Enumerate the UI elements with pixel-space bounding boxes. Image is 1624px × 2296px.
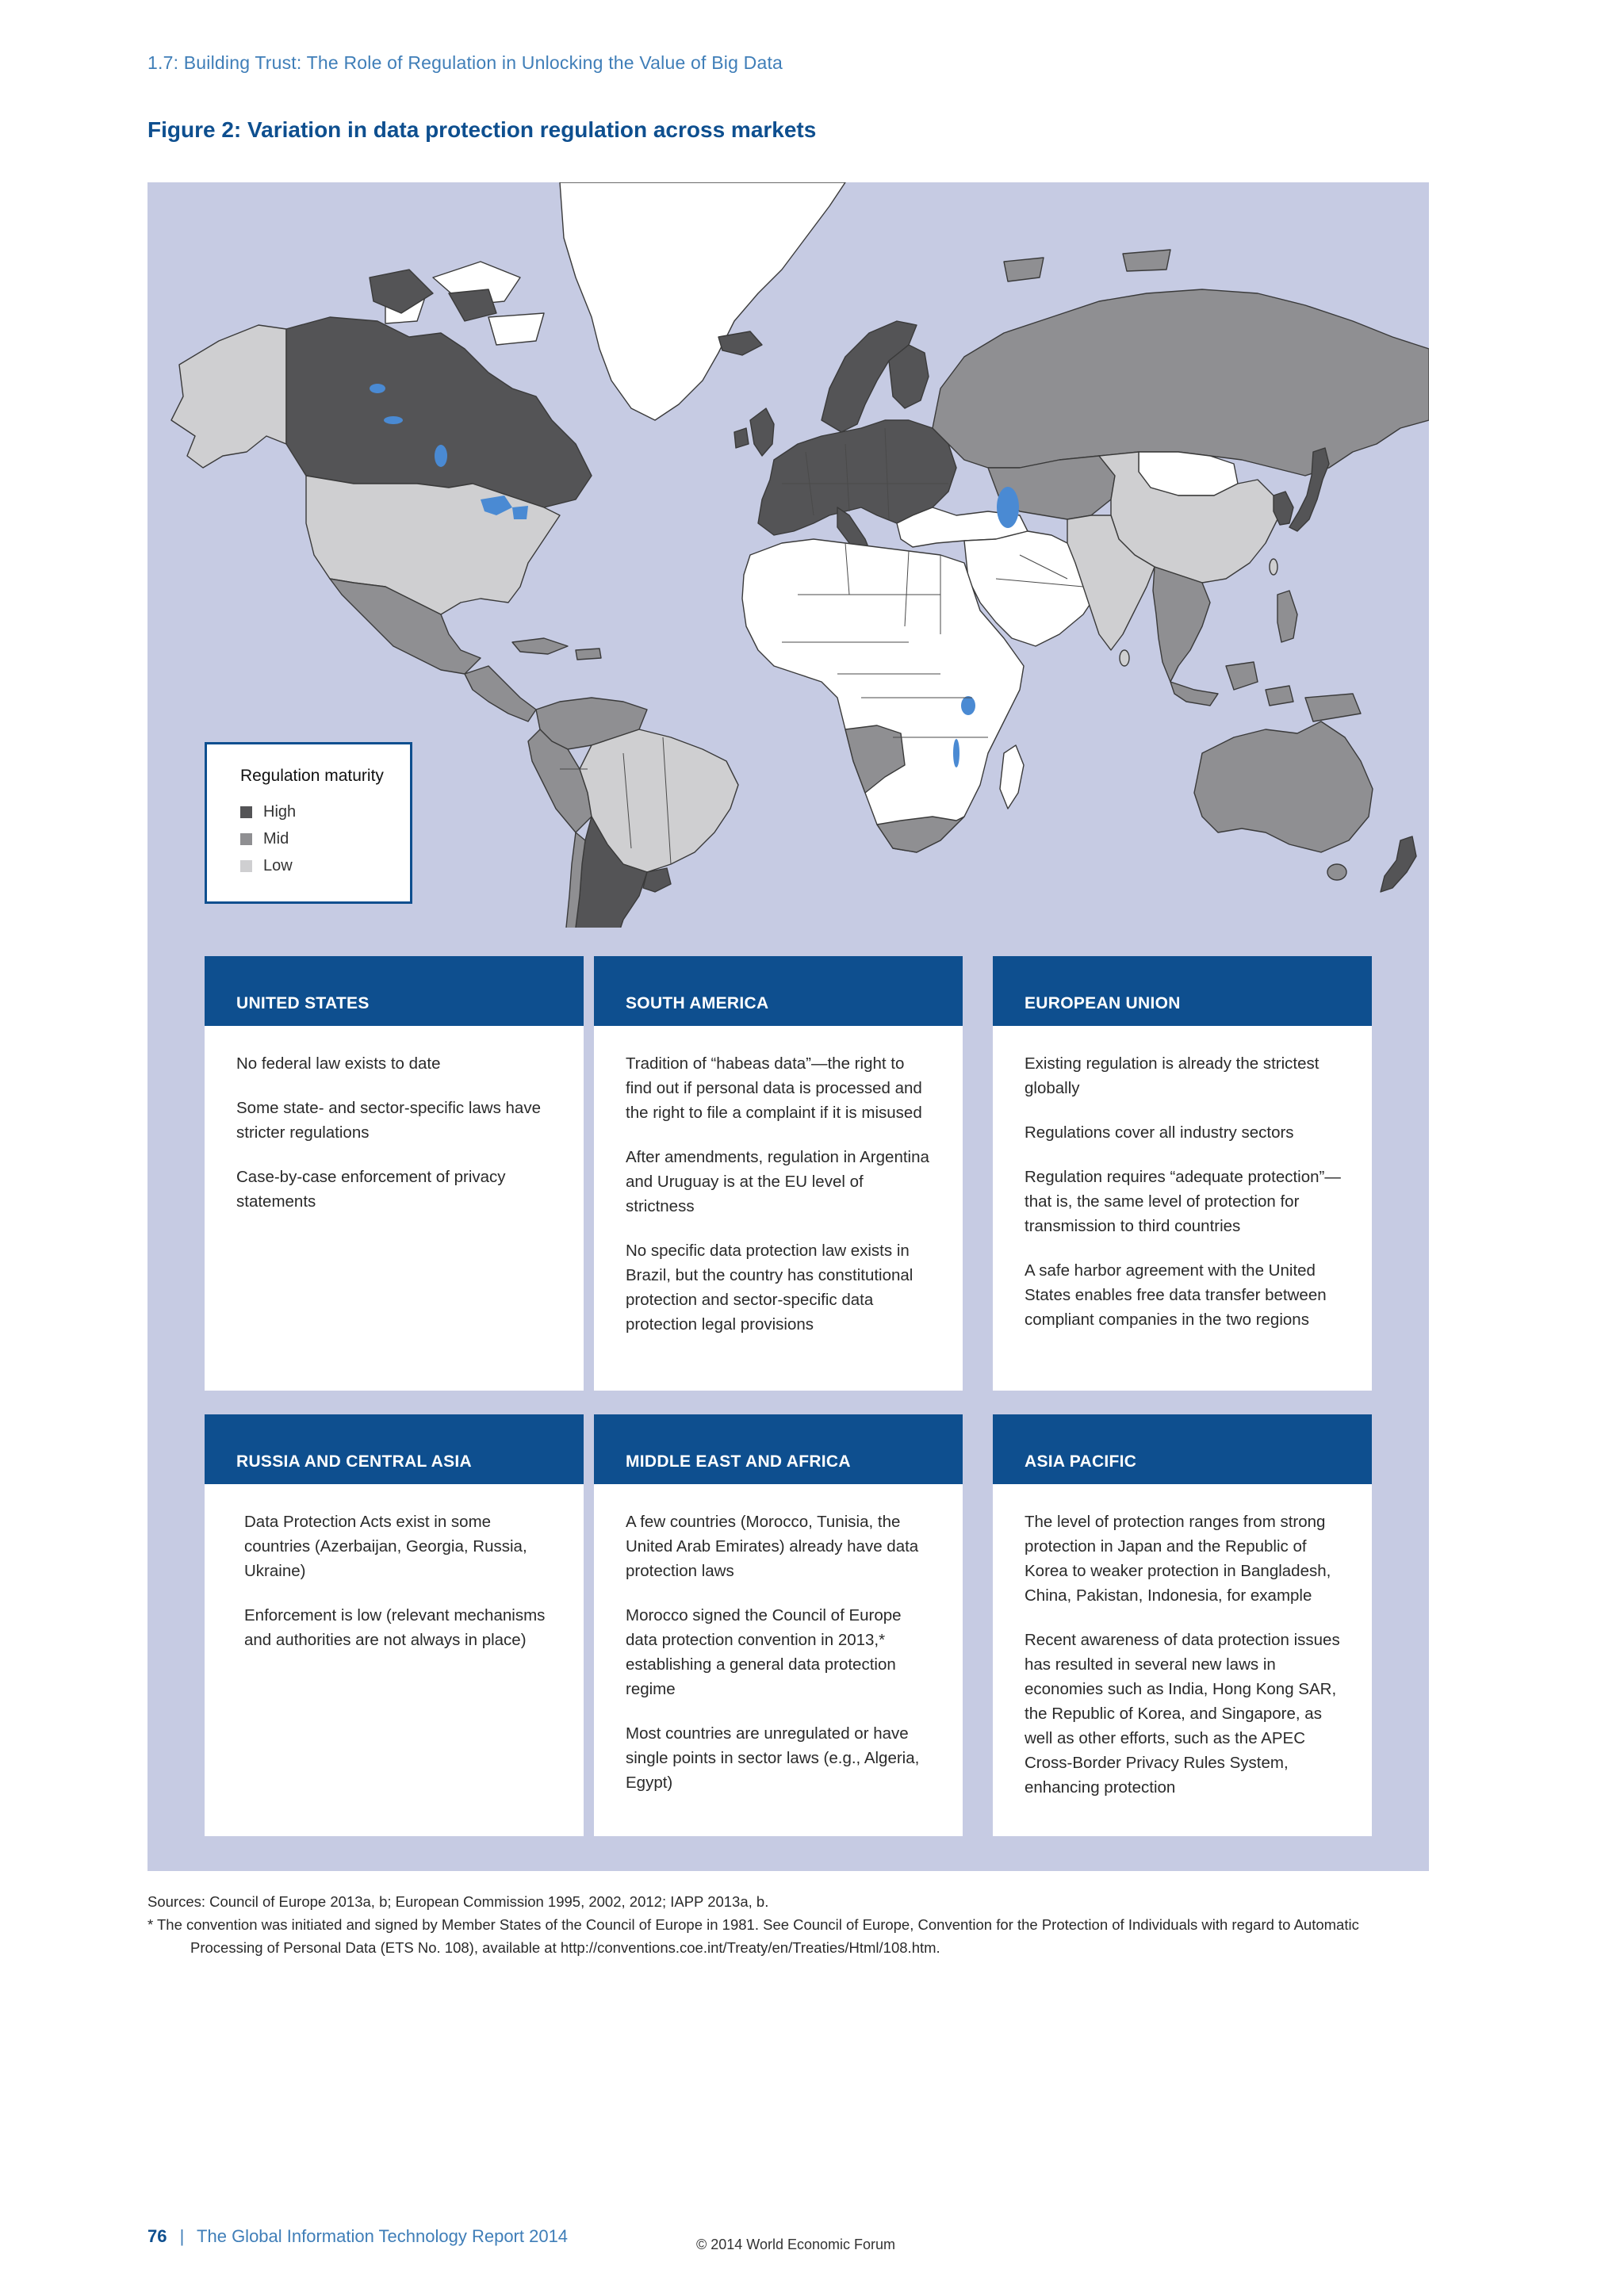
card-paragraph: Morocco signed the Council of Europe data protection convention in 2013,* establishing a general data protection regime [626, 1606, 902, 1698]
card-paragraph: Most countries are unregulated or have single points in sector laws (e.g., Algeria, Egypt) [626, 1724, 920, 1792]
card-paragraph: No federal law exists to date [236, 1054, 441, 1073]
card-middle-east-africa [594, 1414, 963, 1836]
card-russia-central-asia [205, 1414, 584, 1836]
card-paragraph: Tradition of “habeas data”—the right to find out if personal data is processed and the right to file a complaint if it is misused [626, 1054, 922, 1122]
card-body [205, 1026, 584, 1249]
card-body [993, 1484, 1372, 1835]
region-sri-lanka [1120, 650, 1129, 666]
region-philippines [1277, 591, 1297, 642]
card-paragraph: Recent awareness of data protection issues has resulted in several new laws in economies such as India, Hong Kong SAR, the Republic of Korea, and Singapore, as well as other efforts, such as the APEC Cross-Border Privacy Rules System, enhancing protection [1025, 1631, 1340, 1797]
legend-title: Regulation maturity [240, 767, 384, 785]
region-central-america [465, 666, 536, 721]
sources-note [147, 1890, 1448, 1959]
sources-line: Sources: Council of Europe 2013a, b; European Commission 1995, 2002, 2012; IAPP 2013a, b. [147, 1893, 769, 1910]
page-footer [147, 2226, 568, 2247]
card-title: UNITED STATES [205, 956, 584, 1026]
region-southeast-asia [1153, 567, 1210, 682]
copyright: © 2014 World Economic Forum [696, 2237, 896, 2252]
card-paragraph: Enforcement is low (relevant mechanisms and authorities are not always in place) [244, 1606, 546, 1649]
region-tasmania [1327, 864, 1346, 880]
card-paragraph: Case-by-case enforcement of privacy statements [236, 1168, 506, 1211]
card-title: MIDDLE EAST AND AFRICA [594, 1414, 963, 1484]
card-title: RUSSIA AND CENTRAL ASIA [205, 1414, 584, 1484]
region-new-zealand [1381, 836, 1416, 892]
figure-title: Figure 2: Variation in data protection regulation across markets [147, 117, 817, 142]
region-madagascar [1000, 745, 1024, 809]
legend-label-low: Low [263, 856, 293, 874]
card-body [594, 1484, 963, 1831]
card-title: SOUTH AMERICA [594, 956, 963, 1026]
card-south-america [594, 956, 963, 1391]
region-canada [286, 317, 592, 507]
card-paragraph: Data Protection Acts exist in some countries (Azerbaijan, Georgia, Russia, Ukraine) [244, 1513, 527, 1580]
card-paragraph: Regulations cover all industry sectors [1025, 1123, 1294, 1142]
map-panel [147, 182, 1429, 1871]
region-alaska [171, 325, 286, 468]
region-caribbean [512, 638, 601, 660]
card-title: EUROPEAN UNION [993, 956, 1372, 1026]
card-paragraph: Existing regulation is already the strictest globally [1025, 1054, 1320, 1097]
region-russia-islands [1004, 250, 1170, 281]
footer-separator: | [179, 2226, 185, 2246]
footnote-line-continued: Processing of Personal Data (ETS No. 108), available at http://conventions.coe.int/Treaty/en/Treaties/Html/108.htm. [190, 1939, 940, 1956]
card-body [594, 1026, 963, 1372]
card-title: ASIA PACIFIC [993, 1414, 1372, 1484]
card-paragraph: Some state- and sector-specific laws have stricter regulations [236, 1099, 541, 1142]
map-legend [205, 742, 412, 904]
footnote-line: * The convention was initiated and signed by Member States of the Council of Europe in 1981. See Council of Europe, Convention for the Protection of Individuals with regard to Automatic [147, 1916, 1359, 1933]
card-paragraph: Regulation requires “adequate protection”—that is, the same level of protection for transmission to third countries [1025, 1168, 1341, 1235]
region-taiwan [1270, 559, 1277, 575]
legend-swatch-high [240, 806, 252, 818]
card-body [205, 1484, 584, 1688]
legend-item-low [240, 852, 410, 879]
card-united-states [205, 956, 584, 1391]
card-asia-pacific [993, 1414, 1372, 1836]
region-uruguay [643, 868, 671, 892]
region-indonesia [1170, 662, 1361, 721]
region-greenland [560, 182, 845, 420]
card-paragraph: No specific data protection law exists in Brazil, but the country has constitutional protection and sector-specific data protection legal provisions [626, 1242, 914, 1334]
card-european-union [993, 956, 1372, 1391]
legend-swatch-mid [240, 833, 252, 845]
region-south-africa [877, 817, 964, 852]
card-paragraph: After amendments, regulation in Argentina and Uruguay is at the EU level of strictness [626, 1148, 929, 1215]
card-paragraph: A few countries (Morocco, Tunisia, the United Arab Emirates) already have data protection laws [626, 1513, 919, 1580]
legend-label-mid: Mid [263, 829, 289, 848]
legend-item-high [240, 798, 410, 825]
region-uk [734, 408, 774, 456]
running-head: 1.7: Building Trust: The Role of Regulation in Unlocking the Value of Big Data [147, 52, 783, 73]
report-title: The Global Information Technology Report 2014 [197, 2226, 569, 2246]
region-australia [1194, 721, 1373, 852]
card-body [993, 1026, 1372, 1368]
legend-item-mid [240, 825, 410, 852]
page-number: 76 [147, 2226, 167, 2246]
legend-label-high: High [263, 802, 297, 821]
card-paragraph: A safe harbor agreement with the United States enables free data transfer between compliant companies in the two regions [1025, 1261, 1327, 1329]
card-paragraph: The level of protection ranges from strong protection in Japan and the Republic of Korea to weaker protection in Bangladesh, China, Pakistan, Indonesia, for example [1025, 1513, 1331, 1605]
region-russia [933, 289, 1429, 476]
legend-swatch-low [240, 860, 252, 872]
